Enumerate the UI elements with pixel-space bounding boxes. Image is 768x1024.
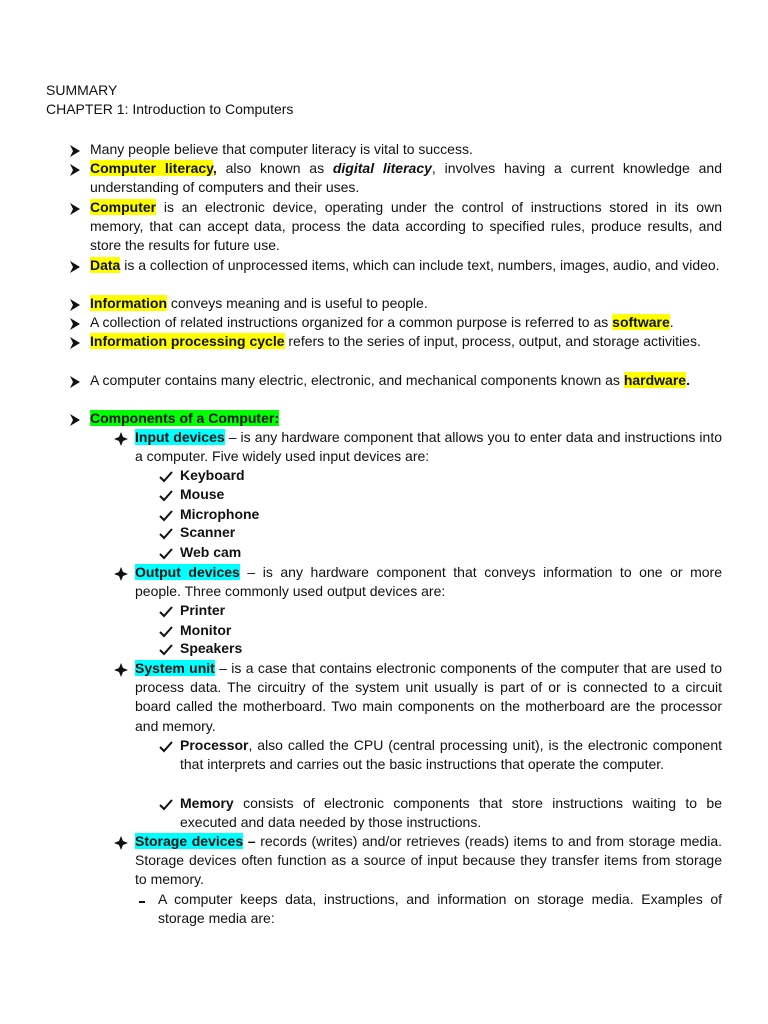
processor-paragraph xyxy=(180,736,722,774)
term-computer-literacy: Computer literacy xyxy=(90,160,213,176)
bullet-text: Many people believe that computer literacy is vital to success. xyxy=(90,141,473,157)
bullet-software xyxy=(90,313,722,332)
bullet-hardware xyxy=(90,371,722,390)
output-devices-paragraph xyxy=(135,563,722,601)
bullet-text: conveys meaning and is useful to people. xyxy=(167,295,428,311)
summary-heading: SUMMARY xyxy=(46,82,118,98)
input-item-keyboard: Keyboard xyxy=(180,467,245,483)
bullet-text: A computer contains many electric, electronic, and mechanical components known as xyxy=(90,372,624,388)
arrow-bullet-icon xyxy=(67,297,83,313)
term-dash: – xyxy=(243,833,256,849)
arrow-bullet-icon xyxy=(67,316,83,332)
bullet-text: A collection of related instructions organized for a common purpose is referred to as xyxy=(90,314,613,330)
bullet-text: – is a case that contains electronic components of the computer that are used to process data. The circuitry of the system unit usually is part of or is connected to a circuit board called the motherboard. Two main components on the motherboard are the processor and memory. xyxy=(135,660,722,734)
bullet-text: . xyxy=(669,314,674,330)
input-devices-paragraph xyxy=(135,428,722,466)
arrow-bullet-icon xyxy=(67,374,83,390)
storage-media-paragraph: A computer keeps data, instructions, and information on storage media. Examples of storage media are: xyxy=(158,891,722,927)
bullet-text: consists of electronic components that store instructions waiting to be executed and data needed by those instructions. xyxy=(180,795,722,831)
term-information: Information xyxy=(90,295,167,311)
term-system-unit: System unit xyxy=(135,660,215,676)
chapter-title: CHAPTER 1: Introduction to Computers xyxy=(46,101,294,117)
output-item-printer: Printer xyxy=(180,602,226,618)
bullet-text: – is any hardware component that allows you to enter data and instructions into a computer. Five widely used input devices are: xyxy=(135,429,722,465)
bullet-text: records (writes) and/or retrieves (reads) items to and from storage media. Storage devices often function as a source of input because they transfer items from storage to memory. xyxy=(135,833,722,888)
arrow-bullet-icon xyxy=(67,412,83,428)
output-item-monitor: Monitor xyxy=(180,622,232,638)
term-digital-literacy: digital literacy xyxy=(332,160,432,176)
input-item-scanner: Scanner xyxy=(180,524,236,540)
bullet-computer xyxy=(90,198,722,256)
arrow-bullet-icon xyxy=(67,162,83,178)
memory-paragraph xyxy=(180,794,722,832)
checkmark-icon xyxy=(158,508,174,524)
checkmark-icon xyxy=(158,797,174,813)
checkmark-icon xyxy=(158,526,174,542)
diamond-bullet-icon xyxy=(113,662,129,678)
bullet-text: – is any hardware component that conveys information to one or more people. Three commonly used output devices are: xyxy=(135,564,722,600)
term-processor: Processor xyxy=(180,737,249,753)
checkmark-icon xyxy=(158,642,174,658)
checkmark-icon xyxy=(158,469,174,485)
system-unit-paragraph xyxy=(135,659,722,736)
term-input-devices: Input devices xyxy=(135,429,225,445)
checkmark-icon xyxy=(158,488,174,504)
bullet-text: is an electronic device, operating under the control of instructions stored in its own memory, that can accept data, process the data according to specified rules, produce results, and store the results for future use. xyxy=(90,199,722,254)
term-data: Data xyxy=(90,257,121,273)
term-hardware: hardware xyxy=(623,372,687,388)
bullet-information-processing-cycle xyxy=(90,332,722,351)
bullet-information xyxy=(90,294,722,313)
arrow-bullet-icon xyxy=(67,335,83,351)
bullet-text: , also called the CPU (central processing unit), is the electronic component that interprets and carries out the basic instructions that operate the computer. xyxy=(180,737,722,773)
input-item-web-cam: Web cam xyxy=(180,544,242,560)
diamond-bullet-icon xyxy=(113,566,129,582)
diamond-bullet-icon xyxy=(113,835,129,851)
bullet-text: also known as xyxy=(216,160,333,176)
bullet-text: . xyxy=(686,372,690,388)
dash-bullet-icon xyxy=(136,893,152,909)
diamond-bullet-icon xyxy=(113,431,129,447)
checkmark-icon xyxy=(158,546,174,562)
bullet-data xyxy=(90,256,722,275)
input-item-microphone: Microphone xyxy=(180,506,260,522)
arrow-bullet-icon xyxy=(67,201,83,217)
term-information-processing-cycle: Information processing cycle xyxy=(90,333,285,349)
term-comma: , xyxy=(212,160,217,176)
term-memory: Memory xyxy=(180,795,234,811)
bullet-computer-literacy-vital xyxy=(90,140,722,159)
bullet-computer-literacy xyxy=(90,159,722,197)
bullet-text: is a collection of unprocessed items, which can include text, numbers, images, audio, and video. xyxy=(120,257,720,273)
output-item-speakers: Speakers xyxy=(180,640,243,656)
checkmark-icon xyxy=(158,624,174,640)
checkmark-icon xyxy=(158,604,174,620)
arrow-bullet-icon xyxy=(67,259,83,275)
arrow-bullet-icon xyxy=(67,143,83,159)
term-computer: Computer xyxy=(90,199,157,215)
term-storage-devices: Storage devices xyxy=(135,833,244,849)
input-item-mouse: Mouse xyxy=(180,486,225,502)
checkmark-icon xyxy=(158,739,174,755)
term-software: software xyxy=(612,314,670,330)
bullet-text: refers to the series of input, process, output, and storage activities. xyxy=(284,333,701,349)
storage-devices-paragraph xyxy=(135,832,722,890)
bullet-components-heading xyxy=(90,409,722,428)
term-output-devices: Output devices xyxy=(135,564,240,580)
bullet-text: , involves having a current knowledge and understanding of computers and their uses. xyxy=(90,160,722,196)
term-components-of-a-computer: Components of a Computer: xyxy=(90,410,279,426)
